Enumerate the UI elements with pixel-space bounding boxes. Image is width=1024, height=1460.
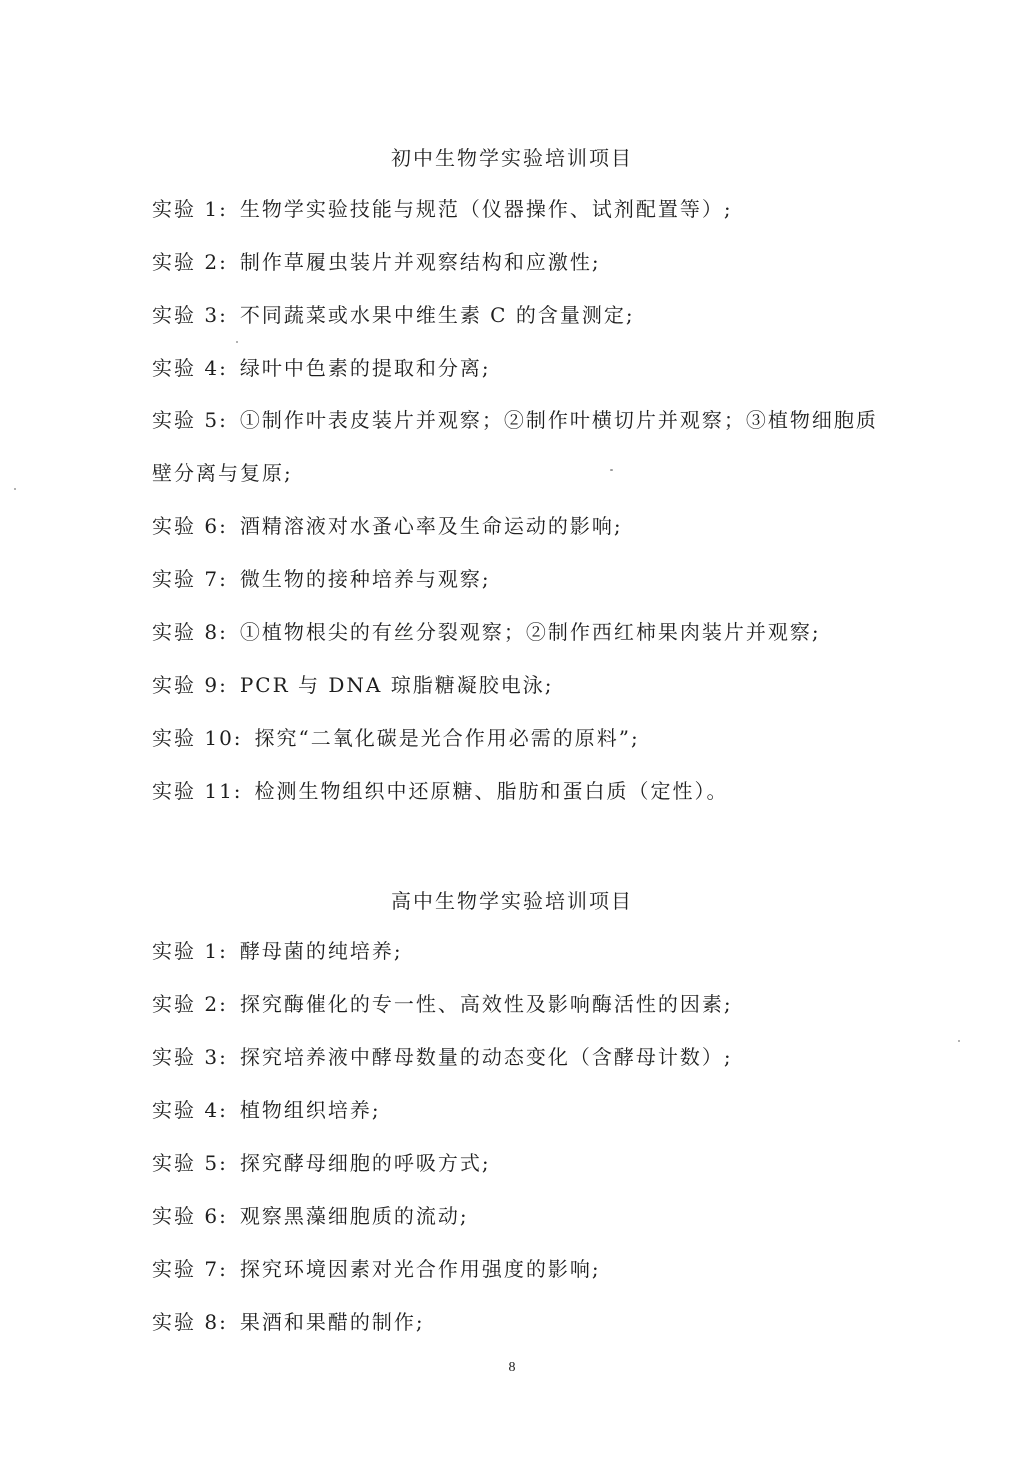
- senior-item-5: [152, 1137, 892, 1190]
- item-text: 探究“二氧化碳是光合作用必需的原料”;: [254, 726, 640, 750]
- senior-item-4: [152, 1084, 892, 1137]
- junior-item-5: [152, 394, 892, 500]
- item-text: 酵母菌的纯培养;: [239, 939, 403, 963]
- scan-speck: [610, 469, 613, 471]
- junior-item-2: [152, 236, 892, 289]
- junior-item-8: [152, 606, 892, 659]
- item-label: 实验 10:: [152, 726, 243, 750]
- junior-item-11: [152, 765, 892, 818]
- item-label: 实验 1:: [152, 197, 228, 221]
- item-text: 探究酶催化的专一性、高效性及影响酶活性的因素;: [239, 992, 733, 1016]
- item-label: 实验 2:: [152, 250, 228, 274]
- item-text: ①制作叶表皮装片并观察；②制作叶横切片并观察；③植物细胞质壁分离与复原;: [152, 408, 878, 485]
- item-text: 果酒和果醋的制作;: [239, 1310, 425, 1334]
- senior-item-6: [152, 1190, 892, 1243]
- item-text: 探究培养液中酵母数量的动态变化（含酵母计数）;: [239, 1045, 733, 1069]
- item-text: 生物学实验技能与规范（仪器操作、试剂配置等）;: [239, 197, 733, 221]
- junior-section-title: 初中生物学实验培训项目: [391, 146, 633, 170]
- item-label: 实验 1:: [152, 939, 228, 963]
- item-text: 植物组织培养;: [239, 1098, 381, 1122]
- item-label: 实验 2:: [152, 992, 228, 1016]
- scan-speck: [236, 341, 238, 343]
- item-label: 实验 8:: [152, 620, 228, 644]
- item-text: 探究酵母细胞的呼吸方式;: [239, 1151, 491, 1175]
- item-text: 制作草履虫装片并观察结构和应激性;: [239, 250, 601, 274]
- item-label: 实验 4:: [152, 1098, 228, 1122]
- item-text: 酒精溶液对水蚤心率及生命运动的影响;: [239, 514, 623, 538]
- item-text: 微生物的接种培养与观察;: [239, 567, 491, 591]
- senior-section-title: 高中生物学实验培训项目: [391, 889, 633, 913]
- junior-item-6: [152, 500, 892, 553]
- item-text: PCR 与 DNA 琼脂糖凝胶电泳;: [239, 673, 554, 697]
- junior-item-7: [152, 553, 892, 606]
- item-label: 实验 3:: [152, 1045, 228, 1069]
- item-label: 实验 3:: [152, 303, 228, 327]
- scan-speck: [958, 1040, 960, 1042]
- item-label: 实验 6:: [152, 514, 228, 538]
- item-text: 探究环境因素对光合作用强度的影响;: [239, 1257, 601, 1281]
- item-label: 实验 8:: [152, 1310, 228, 1334]
- junior-item-1: [152, 183, 892, 236]
- item-label: 实验 7:: [152, 1257, 228, 1281]
- item-label: 实验 7:: [152, 567, 228, 591]
- page-number: 8: [508, 1360, 516, 1375]
- senior-item-8: [152, 1296, 892, 1349]
- senior-item-2: [152, 978, 892, 1031]
- item-text: 绿叶中色素的提取和分离;: [239, 356, 491, 380]
- item-label: 实验 9:: [152, 673, 228, 697]
- item-label: 实验 4:: [152, 356, 228, 380]
- senior-item-7: [152, 1243, 892, 1296]
- junior-item-10: [152, 712, 892, 765]
- item-text: 检测生物组织中还原糖、脂肪和蛋白质（定性）。: [254, 779, 729, 803]
- item-text: 不同蔬菜或水果中维生素 C 的含量测定;: [239, 303, 635, 327]
- item-label: 实验 5:: [152, 1151, 228, 1175]
- junior-item-3: [152, 289, 892, 342]
- item-text: 观察黑藻细胞质的流动;: [239, 1204, 469, 1228]
- senior-item-3: [152, 1031, 892, 1084]
- item-label: 实验 11:: [152, 779, 243, 803]
- scan-speck: [14, 488, 16, 490]
- item-text: ①植物根尖的有丝分裂观察；②制作西红柿果肉装片并观察;: [239, 620, 821, 644]
- junior-item-9: [152, 659, 892, 712]
- junior-item-4: [152, 342, 892, 395]
- senior-item-1: [152, 925, 892, 978]
- item-label: 实验 5:: [152, 408, 228, 432]
- item-label: 实验 6:: [152, 1204, 228, 1228]
